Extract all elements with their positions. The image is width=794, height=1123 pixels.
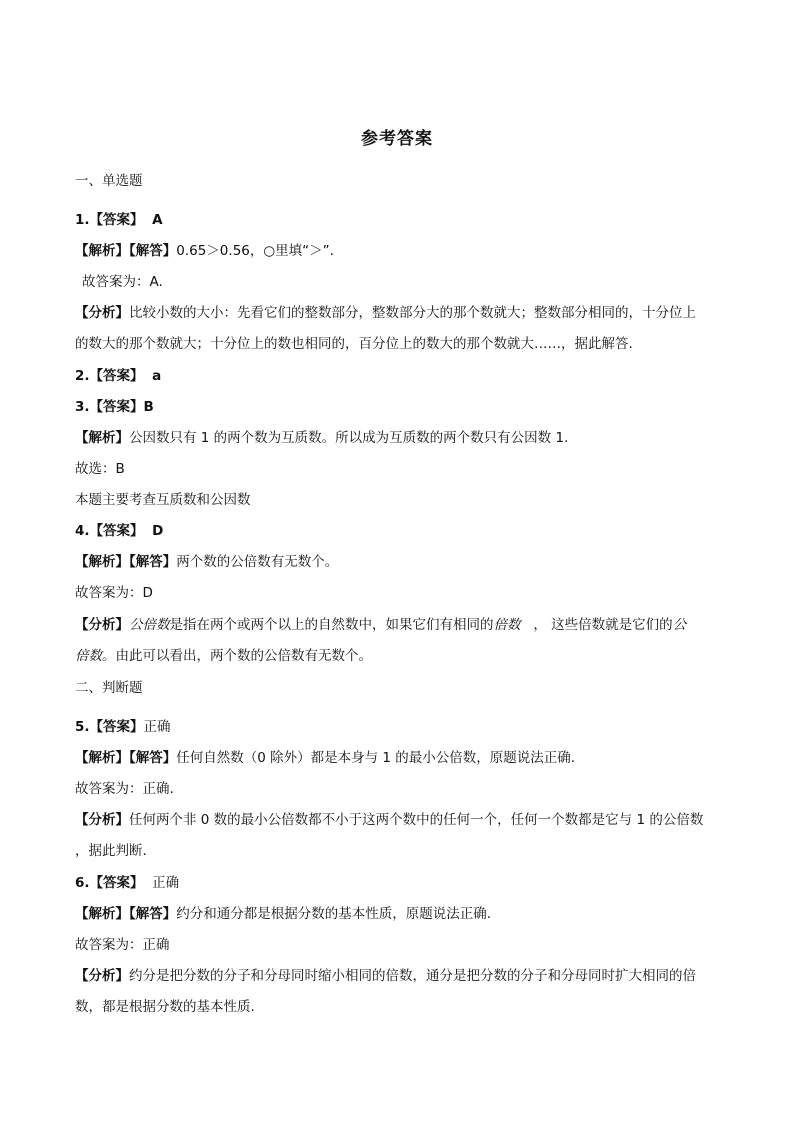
q5-fenxi-line2: ，据此判断. bbox=[75, 843, 147, 859]
q3-number: 3. bbox=[75, 399, 90, 415]
q6-answer-tag: 【答案】 bbox=[89, 875, 144, 891]
q4-fenxi-term3a: 公 bbox=[672, 617, 687, 633]
q4-fenxi-term2: 倍数 bbox=[493, 617, 521, 633]
q1-conclusion: 故答案为：A. bbox=[82, 274, 163, 290]
q2-answer-tag: 【答案】 bbox=[89, 368, 144, 384]
q3-jiexi-tag: 【解析】 bbox=[75, 430, 129, 446]
q1-jiexi-tag: 【解析】【解答】 bbox=[75, 243, 177, 259]
q6-fenxi-line2: 数，都是根据分数的基本性质. bbox=[75, 999, 255, 1015]
q2-answer: a bbox=[152, 368, 162, 384]
q6-answer: 正确 bbox=[152, 875, 180, 891]
q1-number: 1. bbox=[75, 212, 90, 228]
q5-answer-tag: 【答案】 bbox=[89, 719, 144, 735]
q6-fenxi-text1: 约分是把分数的分子和分母同时缩小相同的倍数，通分是把分数的分子和分母同时扩大相同的倍 bbox=[129, 968, 696, 984]
q1-jiexi-line bbox=[75, 241, 725, 261]
q4-number: 4. bbox=[75, 523, 90, 539]
q3-jiexi-line bbox=[75, 428, 725, 448]
q4-fenxi-part3: 。由此可以看出，两个数的公倍数有无数个。 bbox=[102, 648, 372, 664]
q4-fenxi-part2: ， 这些倍数就是它们的 bbox=[533, 617, 673, 633]
q4-answer-tag: 【答案】 bbox=[89, 523, 144, 539]
q5-fenxi-line1 bbox=[75, 810, 725, 830]
q4-fenxi-term1: 公倍数 bbox=[129, 617, 170, 633]
q5-fenxi-tag: 【分析】 bbox=[75, 812, 129, 828]
q4-jiexi-line bbox=[75, 552, 725, 572]
q5-jiexi-line bbox=[75, 748, 725, 768]
q5-conclusion: 故答案为：正确. bbox=[75, 781, 174, 797]
q3-answer: B bbox=[143, 399, 154, 415]
q1-fenxi-line1 bbox=[75, 303, 725, 323]
q6-fenxi-tag: 【分析】 bbox=[75, 968, 129, 984]
q4-fenxi-line2 bbox=[75, 646, 725, 666]
q5-answer: 正确 bbox=[143, 719, 171, 735]
q3-note: 本题主要考查互质数和公因数 bbox=[75, 492, 251, 508]
q3-answer-line bbox=[75, 397, 725, 417]
q1-jiexi-text: 0.65＞0.56，○里填“＞”. bbox=[176, 243, 334, 259]
q5-jiexi-tag: 【解析】【解答】 bbox=[75, 750, 177, 766]
q2-number: 2. bbox=[75, 368, 90, 384]
q4-fenxi-line1 bbox=[75, 615, 725, 635]
q6-jiexi-line bbox=[75, 904, 725, 924]
q4-fenxi-tag: 【分析】 bbox=[75, 617, 129, 633]
q1-fenxi-line2: 的数大的那个数就大；十分位上的数也相同的，百分位上的数大的那个数就大……，据此解答. bbox=[75, 336, 633, 352]
q6-answer-line bbox=[75, 873, 725, 893]
q4-jiexi-tag: 【解析】【解答】 bbox=[75, 554, 177, 570]
q4-answer: D bbox=[152, 523, 164, 539]
q4-jiexi-text: 两个数的公倍数有无数个。 bbox=[176, 554, 339, 570]
q5-number: 5. bbox=[75, 719, 90, 735]
section-heading-true-false: 二、判断题 bbox=[75, 680, 143, 696]
q1-answer: A bbox=[152, 212, 163, 228]
q3-answer-tag: 【答案】 bbox=[89, 399, 144, 415]
q4-answer-line bbox=[75, 521, 725, 541]
q5-jiexi-text: 任何自然数（0 除外）都是本身与 1 的最小公倍数，原题说法正确. bbox=[176, 750, 576, 766]
q1-fenxi-text1: 比较小数的大小：先看它们的整数部分，整数部分大的那个数就大；整数部分相同的，十分位上 bbox=[129, 305, 696, 321]
q1-fenxi-tag: 【分析】 bbox=[75, 305, 129, 321]
q6-fenxi-line1 bbox=[75, 966, 725, 986]
q1-answer-tag: 【答案】 bbox=[89, 212, 144, 228]
q3-conclusion: 故选：B bbox=[75, 461, 125, 477]
q3-jiexi-text: 公因数只有 1 的两个数为互质数。所以成为互质数的两个数只有公因数 1. bbox=[129, 430, 569, 446]
q4-fenxi-part1: 是指在两个或两个以上的自然数中，如果它们有相同的 bbox=[169, 617, 494, 633]
q6-number: 6. bbox=[75, 875, 90, 891]
q1-answer-line bbox=[75, 210, 725, 230]
q2-answer-line bbox=[75, 366, 725, 386]
q4-conclusion: 故答案为：D bbox=[75, 585, 153, 601]
q6-jiexi-tag: 【解析】【解答】 bbox=[75, 906, 177, 922]
q4-fenxi-term3b: 倍数 bbox=[75, 648, 102, 664]
q6-jiexi-text: 约分和通分都是根据分数的基本性质，原题说法正确. bbox=[176, 906, 492, 922]
q6-conclusion: 故答案为：正确 bbox=[75, 937, 170, 953]
q5-answer-line bbox=[75, 717, 725, 737]
q5-fenxi-text1: 任何两个非 0 数的最小公倍数都不小于这两个数中的任何一个，任何一个数都是它与 1 的公倍数 bbox=[129, 812, 704, 828]
section-heading-single-choice: 一、单选题 bbox=[75, 173, 143, 189]
page-title: 参考答案 bbox=[361, 129, 433, 149]
